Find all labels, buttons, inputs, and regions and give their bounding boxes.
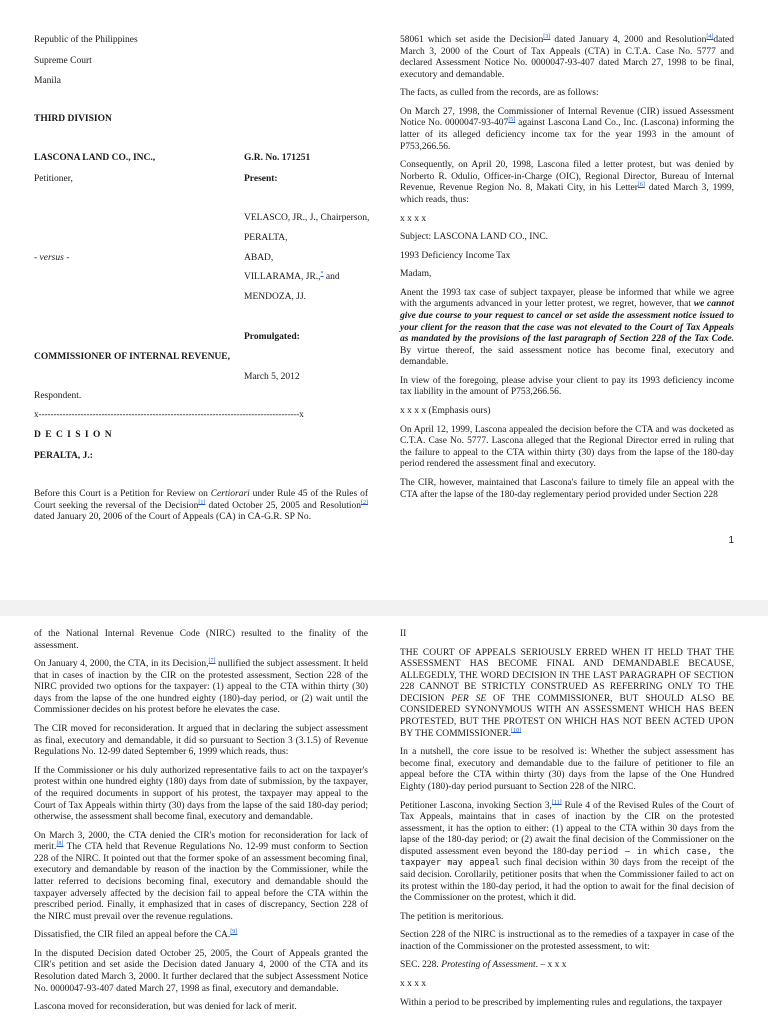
intro-certiorari: Certiorari [210, 489, 250, 499]
para-core-issue: In a nutshell, the core issue to be resolved is: Whether the subject assessment has become final, executory and demandable due to the failure of petitioner to file an appeal before the CTA within thirty (30) days from the lapse of the One Hundred Eighty (180)-day period pursuant to Section 228 of the NIRC. [400, 747, 734, 792]
ponente: PERALTA, J.: [34, 451, 93, 461]
ellipsis-2: x x x x (Emphasis ours) [400, 406, 491, 417]
header-line-court: Supreme Court [34, 55, 92, 66]
para-ca-ruling: In the disputed Decision dated October 25, 2005, the Court of Appeals granted the CIR's petition and set aside the Decision dated January 4, 2000 of the CTA and its Resolution dated March 3, 2000. It further declared that the subject Assessment Notice No. 0000047-93-407 dated March 27, 1998 as final, executory and demandable. [34, 948, 368, 994]
justice-mendoza: MENDOZA, JJ. [244, 292, 307, 302]
p4a: Consequently, on April 20, 1998, Lascona filed a letter protest, but was denied by Norberto R. Odulio, Officer-in-Charge (OIC), Regional Director, Bureau of Internal Revenue, Revenue Region No. 8, Makati City, in his Letter [400, 160, 734, 194]
letter-tax: 1993 Deficiency Income Tax [400, 250, 511, 261]
present-label: Present: [244, 174, 278, 184]
issue-per-se: PER SE [451, 693, 487, 704]
p1a: 58061 which set aside the Decision [400, 35, 544, 45]
para-nirc-finality: of the National Internal Revenue Code (NIRC) resulted to the finality of the assessment. [34, 629, 368, 651]
promulgated-date: March 5, 2012 [244, 372, 300, 382]
footnote-link-10[interactable]: [10] [511, 727, 522, 734]
ellipsis-1: x x x x [400, 213, 427, 224]
letter-subject: Subject: LASCONA LAND CO., INC. [400, 232, 549, 243]
issue-numeral: II [400, 629, 407, 639]
p4b: dated March 3, 1999, which reads, thus: [400, 183, 734, 205]
caption-separator: x---------------------------------------------------------------------------------------x [34, 409, 304, 419]
respondent-role: Respondent. [34, 391, 82, 401]
footnote-link-11[interactable]: [11] [551, 799, 562, 806]
page2-left-column [34, 629, 368, 1021]
intro-e: dated January 20, 2006 of the Court of Appeals (CA) in CA-G.R. SP No. [34, 512, 311, 523]
petitioner-role: Petitioner, [34, 174, 73, 184]
para-cir-appeal [34, 930, 368, 942]
ellipsis-3: x x x x [400, 979, 427, 990]
p5-emphasis: we cannot give due course to your request to cancel or set aside the assessment notice issued to your client for the reason that the case was not elevated to the Court of Tax Appeals as mandated by the provisions of the last paragraph of Section 228 of the Tax Code. [400, 299, 734, 345]
petitioner-name: LASCONA LAND CO., INC., [34, 153, 156, 163]
page-number: 1 [728, 535, 734, 546]
intro-c: under Rule 45 of the Rules of Court seeking the reversal of the Decision [34, 489, 368, 511]
footnote-link-star[interactable]: * [320, 270, 324, 277]
promulgated-label: Promulgated: [244, 332, 300, 342]
intro-paragraph [34, 489, 368, 531]
para-cta-decision [34, 659, 368, 717]
footnote-link-5[interactable]: [5] [508, 117, 516, 124]
para-section-228: Section 228 of the NIRC is instructional as to the remedies of a taxpayer in case of the inaction of the Commissioner on the protested assessment, to wit: [400, 930, 734, 952]
justice-abad: ABAD, [244, 253, 274, 263]
para-cir-reconsideration: The CIR moved for reconsideration. It argued that in declaring the subject assessment as final, executory and demandable, it did so pursuant to Section 3 (3.1.5) of Revenue Regulations No. 12-99 dated September 6, 1999 which reads, thus: [34, 724, 368, 758]
gr-number: G.R. No. 171251 [244, 153, 311, 163]
para-cir-argument: The CIR, however, maintained that Lascona's failure to timely file an appeal with the CTA after the lapse of the 180-day reglementary period provided under Section 228 [400, 477, 734, 500]
footnote-link-9[interactable]: [9] [230, 929, 238, 936]
page1-right-column [400, 35, 734, 508]
page-gap [0, 600, 768, 616]
footnote-link-4[interactable]: [4] [706, 33, 714, 40]
p5a: Anent the 1993 tax case of subject taxpayer, please be informed that while we agree with the arguments advanced in your letter protest, we regret, however, that [400, 287, 734, 310]
justice-villarama-text: VILLARAMA, JR., [244, 272, 321, 282]
justice-villarama-and: and [323, 272, 340, 282]
footnote-link-2[interactable]: [2] [361, 499, 368, 506]
p5a: On March 3, 2000, the CTA denied the CIR's motion for reconsideration for lack of merit. [34, 830, 368, 853]
p2c: such final decision within 30 days from the receipt of the said decision. Corollarily, petitioner posits that when the Commissioner failed to act on its protest within the 180-day period, it had the option to await for the final decision of the Commissioner on the protest, which it did. [400, 858, 735, 904]
justice-villarama [244, 272, 340, 284]
letter-salutation: Madam, [400, 269, 432, 280]
court-header [34, 35, 138, 88]
para-facts-intro: The facts, as culled from the records, are as follows: [400, 88, 599, 99]
intro-text [34, 489, 368, 524]
para-rr-quote: If the Commissioner or his duly authorized representative fails to act on the taxpayer's protest within one hundred eighty (180) days from date of submission, by the taxpayer, of the required documents in support of his protest, the taxpayer may appeal to the Court of Tax Appeals within thirty (30) days from the lapse of the said 180-day period; otherwise, the assessment shall become final, executory and demandable. [34, 765, 368, 823]
footnote-link-1[interactable]: [1] [198, 499, 206, 506]
para-sec-heading [400, 960, 734, 972]
para-petitioner-argument [400, 801, 734, 905]
para-meritorious: The petition is meritorious. [400, 911, 504, 922]
header-line-republic: Republic of the Philippines [34, 35, 138, 45]
p6a: Dissatisfied, the CIR filed an appeal before the CA. [34, 930, 231, 941]
header-line-city: Manila [34, 76, 61, 87]
decision-title: D E C I S I O N [34, 430, 113, 440]
page-2 [0, 616, 768, 1024]
p2b: Rule 4 of the Revised Rules of the Court of Tax Appeals, maintains that in cases of inaction by the CIR on the protested assessment, it has the option to either: (1) appeal to the CTA within 30 days from the lapse of the 180-day period; or (2) await the final decision of the Commissioner on the disputed assessment even beyond the 180-day [400, 800, 734, 857]
issue-c: OF THE COMMISSIONER, BUT SHOULD ALSO BE CONSIDERED SYNONYMOUS WITH AN ASSESSMENT WHICH HAS BEEN PROTESTED, BUT THE PROTEST ON WHICH HAS NOT BEEN ACTED UPON BY THE COMMISSIONER. [400, 693, 734, 739]
p1b: dated January 4, 2000 and Resolution [550, 35, 707, 45]
p2b: nullified the subject assessment. It held that in cases of inaction by the CIR on the protested assessment, Section 228 of the NIRC provided two options for the taxpayer: (1) appeal to the CTA within thirty (30) days from the lapse of the one hundred eighty (180)-day period, or (2) wait until the Commissioner decides on his protest before he elevates the case. [34, 659, 369, 716]
issue-statement [400, 648, 734, 741]
letter-body [400, 288, 734, 369]
footnote-link-6[interactable]: [6] [637, 182, 645, 189]
p5c: By virtue thereof, the said assessment notice has become final, executory and demandable. [400, 345, 734, 368]
para-cta-appeal: On April 12, 1999, Lascona appealed the decision before the CTA and was docketed as C.T.A. Case No. 5777. Lascona alleged that the Regional Director erred in ruling that the failure to appeal to the CTA within thirty (30) days from the lapse of the 180-day period rendered the assessment final and executory. [400, 424, 734, 470]
para-ca-decision [400, 35, 734, 81]
justice-peralta: PERALTA, [244, 233, 288, 243]
footnote-link-3[interactable]: [3] [543, 33, 551, 40]
p5b: The CTA held that Revenue Regulations No. 12-99 must conform to Section 228 of the NIRC. It pointed out that the former spoke of an assessment becoming final, executory and demandable by reason of the inaction by the Commissioner, while the latter referred to decisions becoming final, executory and demandable should the taxpayer adversely affected by the decision fail to appeal before the CTA within the prescribed period. Finally, it emphasized that in cases of discrepancy, Section 228 of the NIRC must prevail over the revenue regulations. [34, 842, 368, 922]
p2a: On January 4, 2000, the CTA, in its Decision, [34, 659, 209, 670]
para-within-period: Within a period to be prescribed by implementing rules and regulations, the taxpayer [400, 997, 723, 1008]
p5c: . – x x x [535, 960, 567, 971]
intro-d: dated October 25, 2005 and Resolution [205, 500, 361, 511]
issue-a: THE COURT OF APPEALS SERIOUSLY ERRED WHEN IT HELD THAT THE ASSESSMENT HAS BECOME FINAL AND DEMANDABLE BECAUSE, ALLEGEDLY, THE WORD DECISION IN THE LAST PARAGRAPH OF SECTION 228 CANNOT BE STRICTLY CONSTRUED AS REFERRING ONLY TO THE DECISION [400, 647, 734, 704]
footnote-link-7[interactable]: [7] [208, 658, 216, 664]
p5a: SEC. 228. [400, 960, 442, 971]
p2a: Petitioner Lascona, invoking Section 3, [400, 800, 552, 811]
para-cta-denial [34, 831, 368, 924]
justice-velasco [244, 213, 369, 225]
page2-right-column [400, 629, 734, 1016]
p3b: against Lascona Land Co., Inc. (Lascona) informing the latter of its alleged deficiency income tax for the year 1993 in the amount of P753,266.56. [400, 118, 734, 152]
versus-label: - versus - [34, 253, 70, 263]
p5-title: Protesting of Assessment [441, 960, 536, 971]
intro-a: Before this Court is a Petition for Review on [34, 489, 211, 499]
para-assessment [400, 107, 734, 153]
p2-mono: period – in which case, the taxpayer may appeal [400, 846, 735, 869]
division-label: THIRD DIVISION [34, 114, 112, 124]
p1c: dated March 3, 2000 of the Court of Tax Appeals (CTA) in C.T.A. Case No. 5777 and declared Assessment Notice No. 0000047-93-407 dated March 27, 1998 to be final, executory and demandable. [400, 35, 734, 80]
para-lascona-motion: Lascona moved for reconsideration, but was denied for lack of merit. [34, 1002, 297, 1013]
footnote-link-8[interactable]: [8] [56, 841, 64, 848]
letter-closing: In view of the foregoing, please advise your client to pay its 1993 deficiency income tax liability in the amount of P753,266.56. [400, 375, 734, 398]
para-protest [400, 160, 734, 206]
justice-velasco-text: VELASCO, JR., J., Chairperson, [244, 213, 370, 223]
p3a: On March 27, 1998, the Commissioner of Internal Revenue (CIR) issued Assessment Notice No. 0000047-93-407 [400, 106, 734, 129]
respondent-name: COMMISSIONER OF INTERNAL REVENUE, [34, 352, 231, 362]
